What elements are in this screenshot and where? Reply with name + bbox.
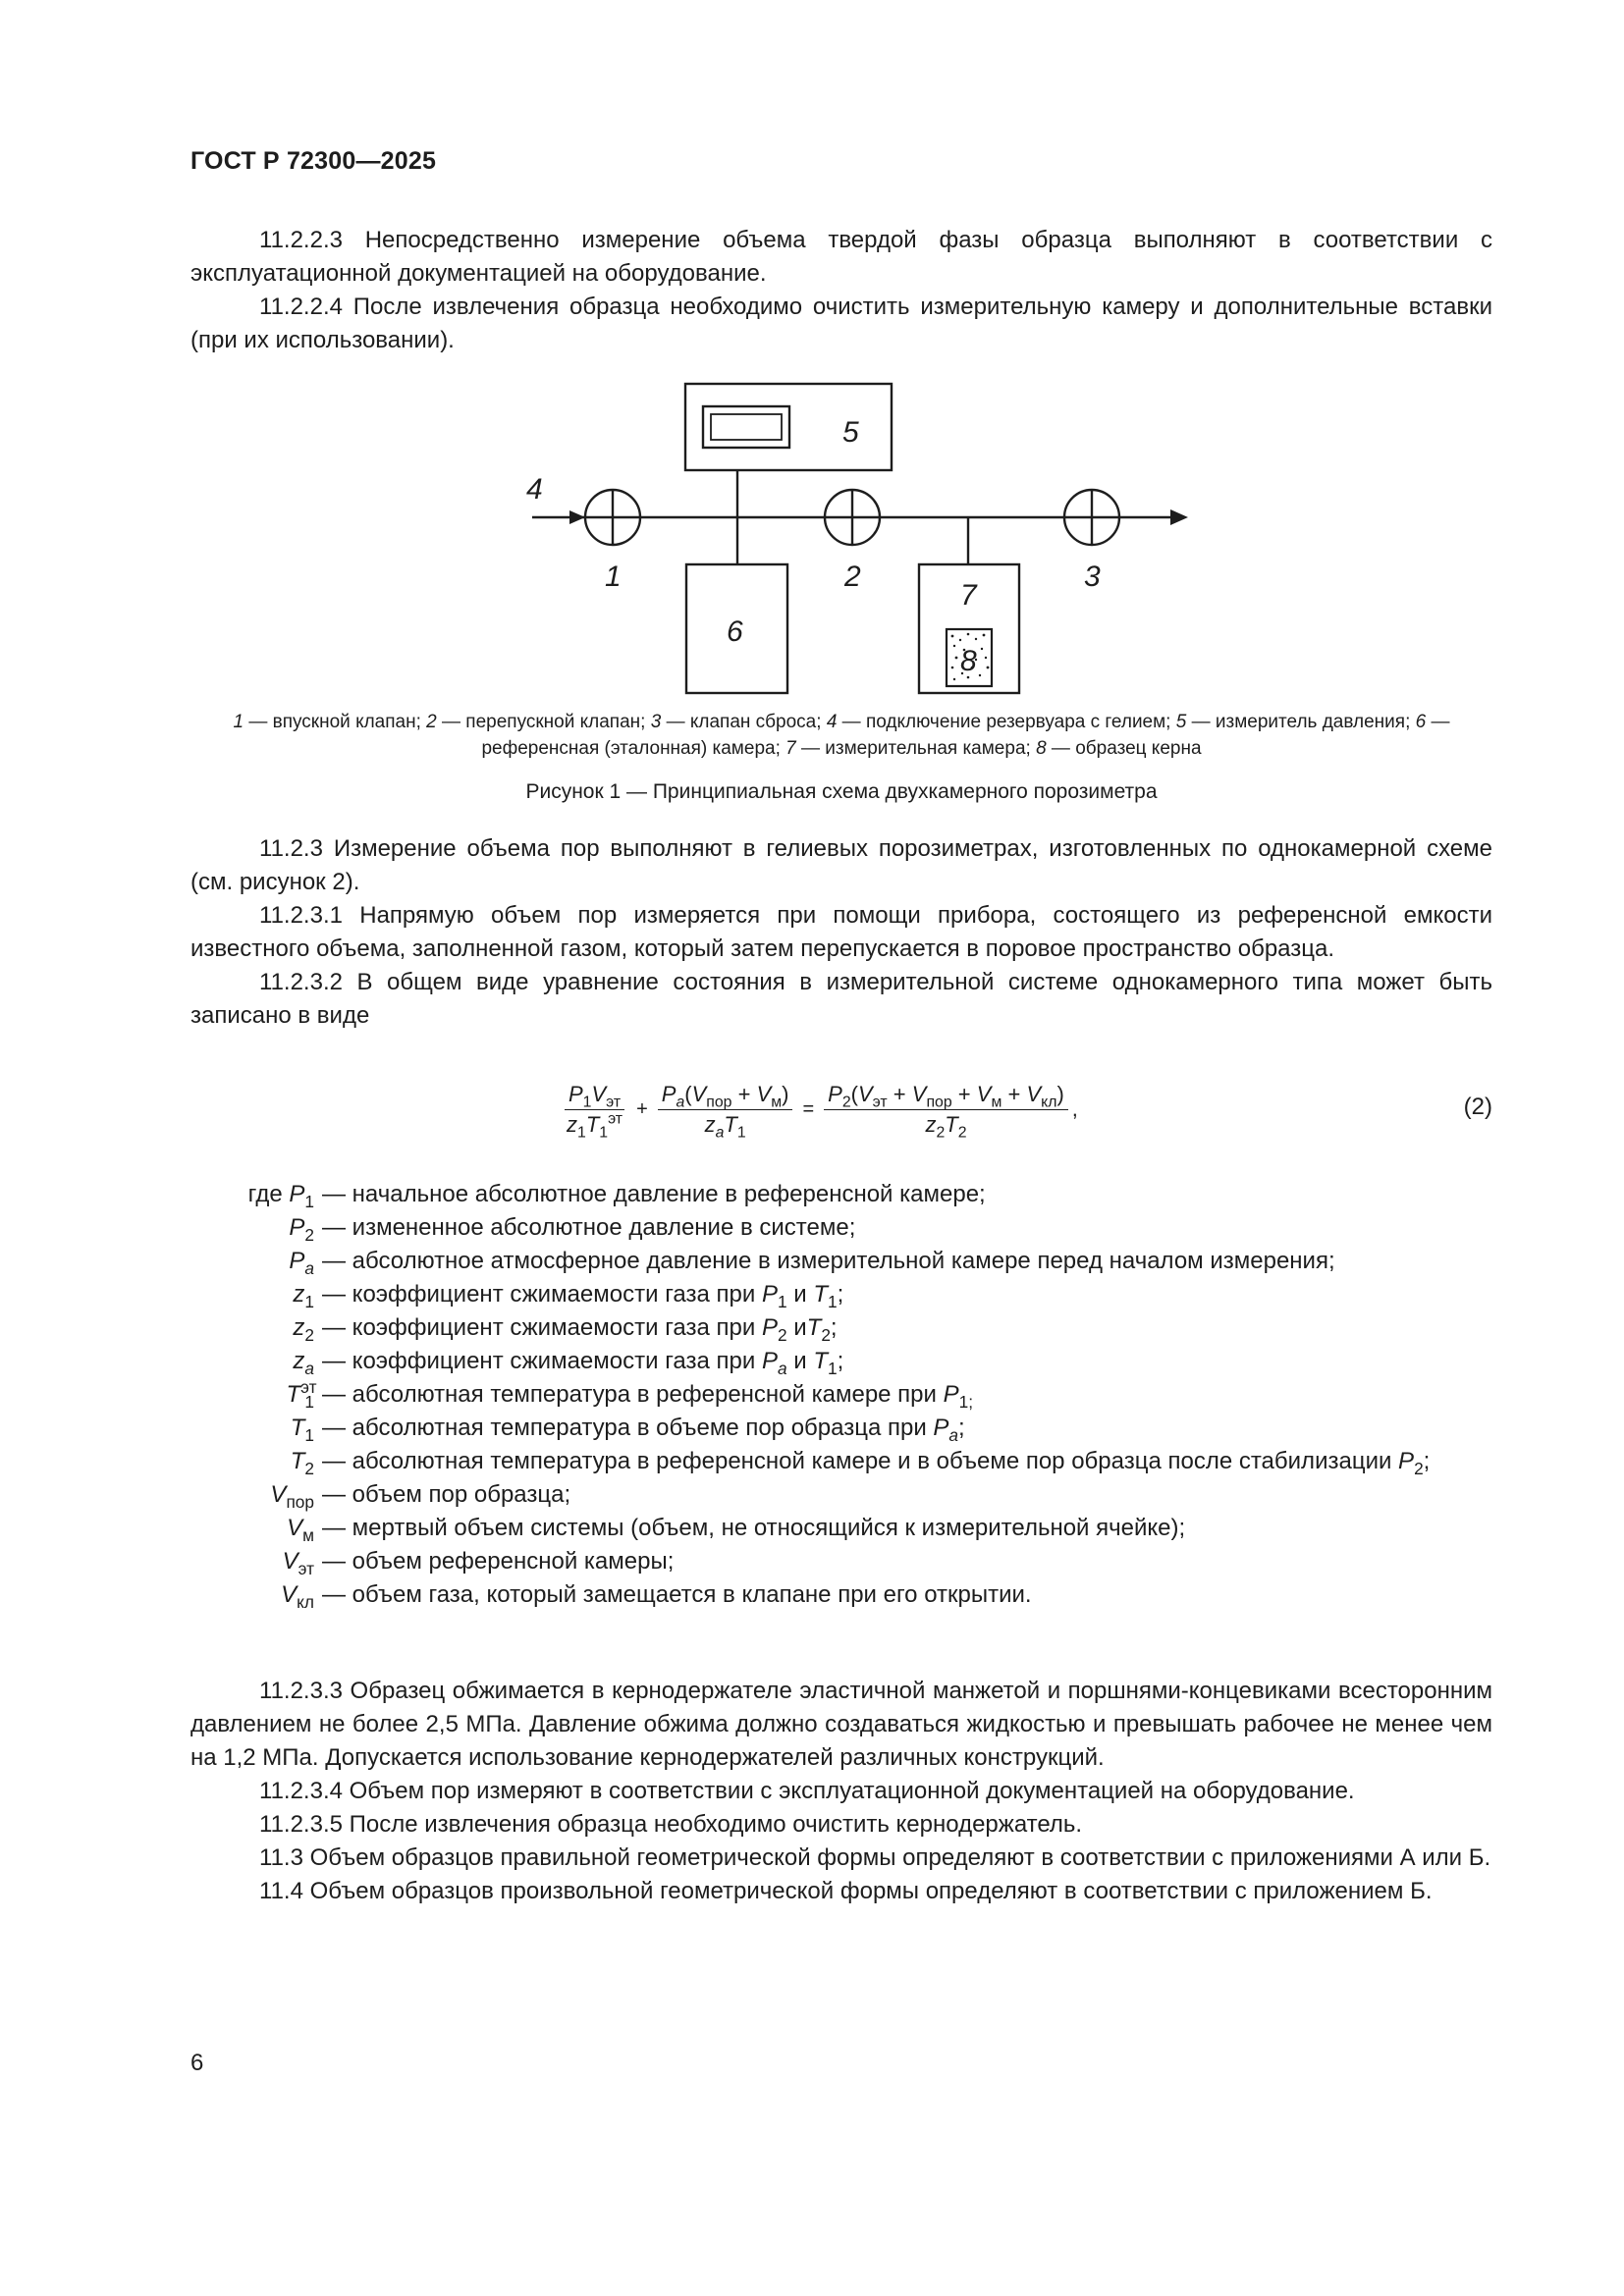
definition-symbol: $P_2$ [289, 1214, 314, 1246]
paragraph-11-2-3-1: 11.2.3.1 Напрямую объем пор измеряется при помощи прибора, состоящего из референсной емкости известного объема, заполненной газом, который затем перепускается в поровое пространство образца. [190, 902, 1492, 962]
definition-symbol: $V_{пор}$ [270, 1481, 314, 1513]
definition-text: — объем газа, который замещается в клапане при его открытии. [322, 1581, 1032, 1608]
definition-symbol: $T_1$ [290, 1415, 314, 1446]
definition-text: — коэффициент сжимаемости газа при $P_2$ $иT_2$; [322, 1314, 838, 1346]
label-4: 4 [526, 473, 543, 506]
fraction-2: $\frac{P_a(V_{пор} + V_м)}{z_aT_1}$ [658, 1082, 793, 1138]
definition-text: — начальное абсолютное давление в референсной камере; [322, 1181, 986, 1207]
paragraph-11-2-3: 11.2.3 Измерение объема пор выполняют в гелиевых порозиметрах, изготовленных по однокамерной схеме (см. рисунок 2). [190, 835, 1492, 895]
definition-symbol: $P_a$ [289, 1248, 314, 1279]
document-header: ГОСТ Р 72300—2025 [190, 147, 437, 175]
definition-text: — коэффициент сжимаемости газа при $P_a$ и $T_1$; [322, 1348, 844, 1379]
label-2: 2 [844, 561, 861, 593]
porosimeter-schematic [190, 375, 1492, 699]
gauge-display-inner [711, 414, 782, 440]
definition-row [190, 1378, 1492, 1412]
label-5: 5 [842, 416, 859, 449]
definition-row [190, 1412, 1492, 1445]
text-block-bottom [190, 1675, 1492, 1908]
definition-text: — мертвый объем системы (объем, не относящийся к измерительной ячейке); [322, 1515, 1186, 1541]
paragraph-11-2-3-5: 11.2.3.5 После извлечения образца необходимо очистить кернодержатель. [259, 1811, 1083, 1838]
paragraph-11-2-3-4: 11.2.3.4 Объем пор измеряют в соответствии с эксплуатационной документацией на оборудование. [259, 1778, 1355, 1804]
definition-row [190, 1545, 1492, 1578]
paragraph-11-2-3-3: 11.2.3.3 Образец обжимается в кернодержателе эластичной манжетой и поршнями-концевиками всесторонним давлением не более 2,5 МПа. Давление обжима должно создаваться жидкостью и превышать рабочее не менее чем на 1,2 МПа. Допускается использование кернодержателей различных конструкций. [190, 1678, 1492, 1771]
definition-row [190, 1578, 1492, 1612]
definition-row [190, 1245, 1492, 1278]
fraction-1: $\frac{P_1V_{эт}}{z_1T_1^{эт}}$ [563, 1082, 626, 1138]
text-block-top [190, 224, 1492, 357]
inlet-arrow [569, 510, 585, 524]
definition-text: — абсолютное атмосферное давление в измерительной камере перед началом измерения; [322, 1248, 1335, 1274]
definition-row [190, 1311, 1492, 1345]
equation-2 [190, 1068, 1492, 1150]
definition-symbol: $z_a$ [293, 1348, 314, 1379]
equation-body: $\frac{P_1V_{эт}}{z_1T_1^{эт}}$ + $\frac{P_a(V_{пор} + V_м)}{z_aT_1}$ = $\frac{P_2(V_{эт} + V_{пор} + V_м + V_{кл})}{z_2T_2}$ , [559, 1068, 1078, 1150]
fraction-3: $\frac{P_2(V_{эт} + V_{пор} + V_м + V_{кл})}{z_2T_2}$ [824, 1082, 1068, 1138]
definition-symbol: $T^{эт}_1$ [286, 1376, 317, 1413]
definition-text: — измененное абсолютное давление в системе; [322, 1214, 856, 1241]
definition-symbol: $z_1$ [293, 1281, 314, 1312]
outlet-arrow [1170, 509, 1188, 525]
definition-row [190, 1211, 1492, 1245]
definition-text: — объем пор образца; [322, 1481, 571, 1508]
definition-row [190, 1178, 1492, 1211]
figure-legend: 1 — впускной клапан; 2 — перепускной клапан; 3 — клапан сброса; 4 — подключение резервуара с гелием; 5 — измеритель давления; 6 — референсная (эталонная) камера; 7 — измерительная камера; 8 — образец керна [233, 712, 1450, 759]
definition-symbol: $V_{эт}$ [282, 1548, 314, 1579]
label-6: 6 [727, 615, 743, 648]
symbol-definitions [190, 1178, 1492, 1612]
definition-row [190, 1512, 1492, 1545]
definition-text: — абсолютная температура в референсной камере при $P_{1;}$ [322, 1381, 974, 1413]
definition-symbol: $z_2$ [293, 1314, 314, 1346]
definition-text: — коэффициент сжимаемости газа при $P_1$ и $T_1$; [322, 1281, 844, 1312]
page-number: 6 [190, 2050, 204, 2076]
where-lead: где [247, 1181, 290, 1207]
figure-1 [190, 375, 1492, 699]
paragraph-11-3: 11.3 Объем образцов правильной геометрической формы определяют в соответствии с приложениями А или Б. [259, 1844, 1491, 1871]
definition-symbol: $V_{кл}$ [281, 1581, 314, 1613]
definition-text: — абсолютная температура в объеме пор образца при $P_a$; [322, 1415, 965, 1446]
definition-text: — объем референсной камеры; [322, 1548, 675, 1575]
paragraph-11-4: 11.4 Объем образцов произвольной геометрической формы определяют в соответствии с приложением Б. [259, 1878, 1433, 1904]
label-3: 3 [1084, 561, 1101, 593]
definition-row [190, 1345, 1492, 1378]
label-8: 8 [960, 645, 977, 677]
paragraph-11-2-2-4: 11.2.2.4 После извлечения образца необходимо очистить измерительную камеру и дополнительные вставки (при их использовании). [190, 294, 1492, 353]
definition-row [190, 1445, 1492, 1478]
definition-row [190, 1278, 1492, 1311]
definition-row [190, 1478, 1492, 1512]
label-7: 7 [960, 579, 977, 612]
definition-text: — абсолютная температура в референсной камере и в объеме пор образца после стабилизации $P_2$; [322, 1448, 1431, 1479]
definition-symbol: где $P_1$ [247, 1181, 314, 1212]
definition-symbol: $V_м$ [287, 1515, 314, 1546]
paragraph-11-2-2-3: 11.2.2.3 Непосредственно измерение объема твердой фазы образца выполняют в соответствии с эксплуатационной документацией на оборудование. [190, 227, 1492, 287]
label-1: 1 [605, 561, 622, 593]
gauge-display-outer [703, 406, 789, 448]
text-block-middle [190, 832, 1492, 1033]
figure-caption: Рисунок 1 — Принципиальная схема двухкамерного порозиметра [525, 780, 1158, 803]
definition-symbol: $T_2$ [290, 1448, 314, 1479]
paragraph-11-2-3-2: 11.2.3.2 В общем виде уравнение состояния в измерительной системе однокамерного типа может быть записано в виде [190, 969, 1492, 1029]
equation-number: (2) [1463, 1094, 1492, 1120]
